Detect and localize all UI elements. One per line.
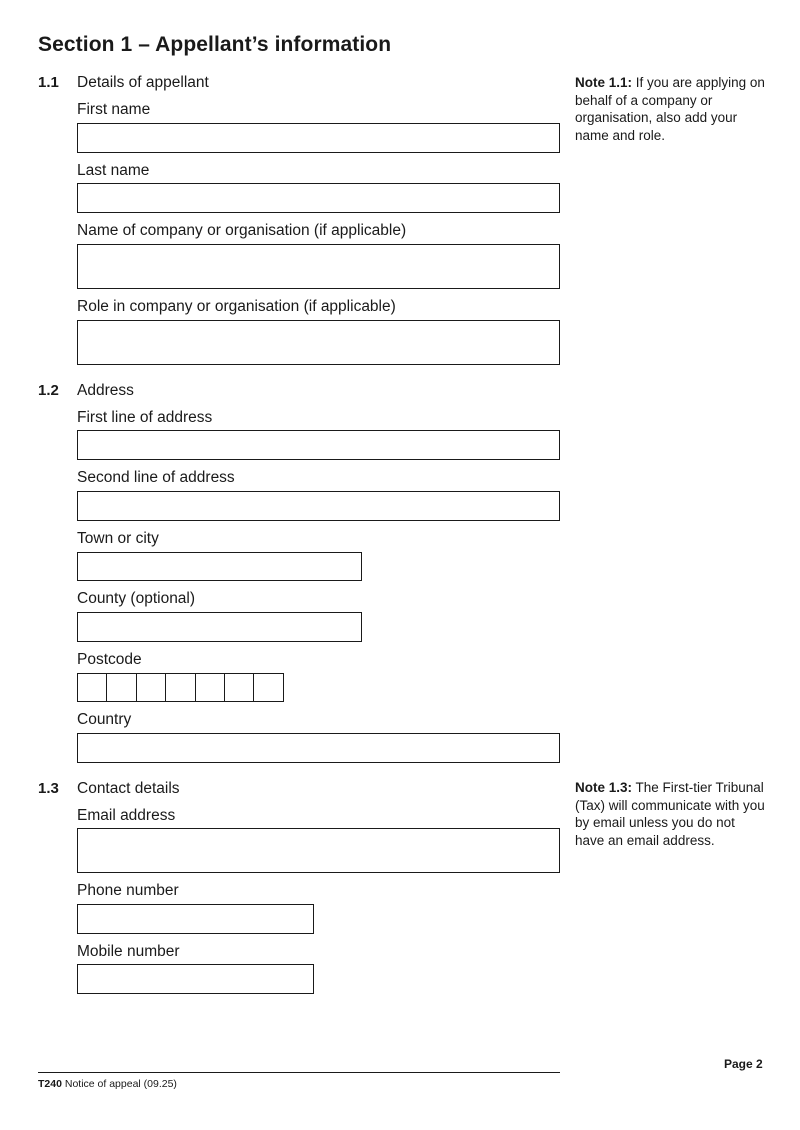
phone-input[interactable] [77,904,314,934]
first-name-label: First name [77,101,151,118]
email-input[interactable] [77,828,560,873]
county-label: County (optional) [77,590,196,607]
note-1-3-label: Note 1.3: [575,780,633,795]
address-line2-input[interactable] [77,491,560,521]
note-1-1-text: If you are applying on behalf of a company or organisation, also add your name and role. [575,75,765,144]
address-line1-input[interactable] [77,430,560,460]
country-label: Country [77,711,132,728]
country-input[interactable] [77,733,560,763]
footer-divider [38,1072,560,1073]
last-name-input[interactable] [77,183,560,213]
postcode-label: Postcode [77,651,142,668]
question-number-1-2: 1.2 [38,382,59,399]
note-1-3-text: The First-tier Tribunal (Tax) will communicate with you by email unless you do not have an email address. [575,780,765,849]
company-input[interactable] [77,244,560,289]
company-label: Name of company or organisation (if applicable) [77,222,407,239]
form-code: T240 [38,1078,62,1090]
section-title: Section 1 – Appellant’s information [38,33,392,56]
postcode-char-3[interactable] [136,673,166,702]
page-number: Page 2 [724,1057,763,1071]
role-input[interactable] [77,320,560,365]
postcode-char-7[interactable] [253,673,283,702]
question-label-details: Details of appellant [77,74,209,91]
question-label-address: Address [77,382,134,399]
postcode-input-group [77,673,284,702]
postcode-char-4[interactable] [165,673,195,702]
town-label: Town or city [77,530,159,547]
town-input[interactable] [77,552,362,581]
role-label: Role in company or organisation (if applicable) [77,298,396,315]
note-1-1 [575,74,765,145]
address-line1-label: First line of address [77,409,213,426]
email-label: Email address [77,807,176,824]
form-name: Notice of appeal (09.25) [61,1078,177,1090]
mobile-input[interactable] [77,964,314,994]
mobile-label: Mobile number [77,943,180,960]
county-input[interactable] [77,612,362,642]
phone-label: Phone number [77,882,179,899]
postcode-char-6[interactable] [224,673,254,702]
last-name-label: Last name [77,162,150,179]
postcode-char-5[interactable] [195,673,225,702]
address-line2-label: Second line of address [77,469,235,486]
form-footer [38,1078,177,1090]
question-label-contact: Contact details [77,780,180,797]
postcode-char-1[interactable] [77,673,107,702]
question-number-1-1: 1.1 [38,74,59,91]
first-name-input[interactable] [77,123,560,153]
note-1-1-label: Note 1.1: [575,75,633,90]
question-number-1-3: 1.3 [38,780,59,797]
note-1-3 [575,779,765,850]
postcode-char-2[interactable] [106,673,136,702]
